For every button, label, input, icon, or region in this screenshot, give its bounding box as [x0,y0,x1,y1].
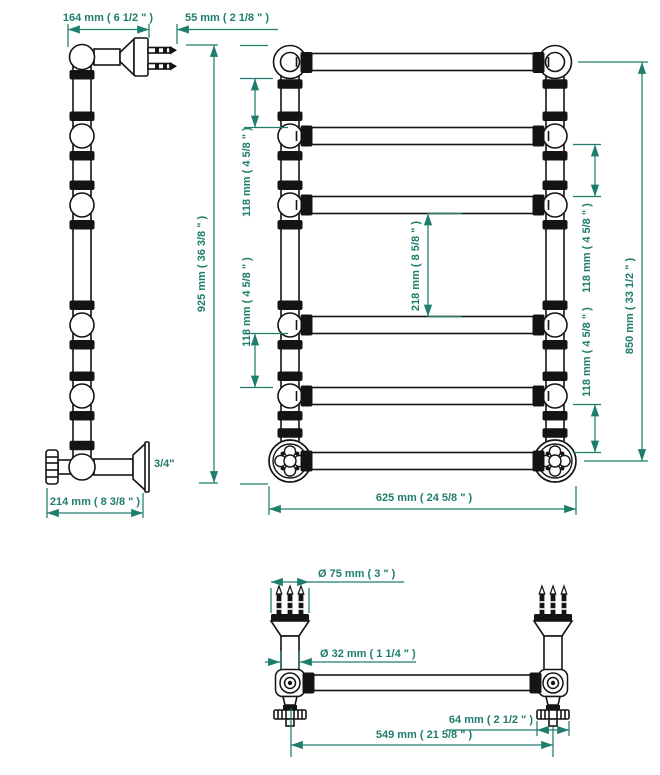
dim-55 [177,12,278,44]
side-valve-assembly [46,442,149,492]
dim-164-label: 164 mm ( 6 1/2 " ) [62,12,154,24]
dim-32-label: Ø 32 mm ( 1 1/4 " ) [320,648,416,660]
bottom-left-leg [271,586,315,726]
front-collars [278,52,568,472]
dim-925-label: 925 mm ( 36 3/8 " ) [196,215,208,313]
front-ball-joints [278,124,567,408]
bottom-view [271,586,572,726]
foot-valve-left [274,710,306,726]
dim-218 [410,214,462,317]
dim-118-right-upper [573,145,601,293]
dim-75-label: Ø 75 mm ( 3 " ) [318,568,396,580]
front-view [269,46,576,483]
dim-118-right-lower-label: 118 mm ( 4 5/8 " ) [581,307,593,397]
towel-bars [293,54,552,470]
dim-218-label: 218 mm ( 8 5/8 " ) [410,220,422,312]
dim-214-label: 214 mm ( 8 3/8 " ) [49,496,141,508]
dim-55-label: 55 mm ( 2 1/8 " ) [184,12,270,24]
dim-850-label: 850 mm ( 33 1/2 " ) [624,257,636,355]
dim-connection-label: 3/4" [154,458,175,470]
valve-handwheel [46,450,58,484]
dim-118-right-lower [573,307,601,453]
dim-connection-3-4 [154,458,175,470]
wall-anchor-prongs [148,46,177,71]
dim-625 [240,484,576,515]
dim-925 [186,45,218,483]
dim-118-left-upper-label: 118 mm ( 4 5/8 " ) [241,127,253,217]
dim-118-right-upper-label: 118 mm ( 4 5/8 " ) [581,203,593,293]
dim-64-label: 64 mm ( 2 1/2 " ) [448,714,533,726]
bottom-right-leg [530,586,573,726]
foot-valve-right [537,710,569,726]
dim-625-label: 625 mm ( 24 5/8 " ) [375,492,473,504]
dim-549-label: 549 mm ( 21 5/8 " ) [375,729,473,741]
dim-118-left-lower-label: 118 mm ( 4 5/8 " ) [241,257,253,347]
dim-214 [47,488,143,518]
side-view [46,38,177,492]
bottom-cross-bar [312,675,532,691]
